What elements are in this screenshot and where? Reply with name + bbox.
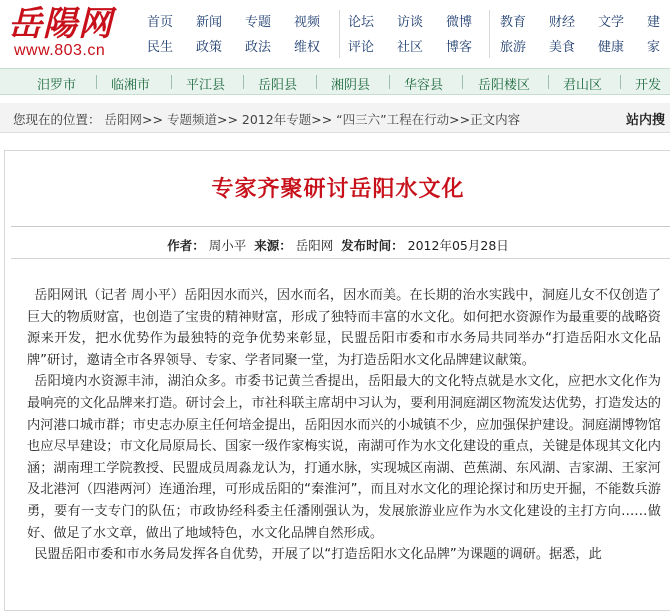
nav-item-special[interactable]: 专题: [245, 15, 272, 30]
nav-item-rights[interactable]: 维权: [294, 40, 321, 55]
author-name: 周小平: [208, 238, 247, 253]
site-search-label[interactable]: 站内搜: [626, 113, 666, 128]
nav-item-weibo[interactable]: 微博: [446, 15, 473, 30]
region-divider: [620, 75, 621, 89]
breadcrumb-link-2012[interactable]: 2012年专题: [241, 112, 312, 127]
breadcrumb-link-channel[interactable]: 专题频道: [166, 112, 217, 127]
publish-date: 2012年05月28日: [407, 238, 509, 253]
breadcrumb-separator: >>: [216, 112, 238, 127]
region-divider: [96, 75, 97, 89]
breadcrumb: [13, 110, 520, 128]
region-divider: [462, 75, 463, 89]
nav-item-video[interactable]: 视频: [294, 15, 321, 30]
region-divider: [389, 75, 390, 89]
breadcrumb-prefix: 您现在的位置：: [13, 112, 101, 127]
breadcrumb-link-topic[interactable]: “四三六”工程在行动: [336, 112, 450, 127]
region-divider: [316, 75, 317, 89]
region-nav: [0, 68, 670, 95]
meta-divider: [11, 258, 670, 259]
nav-item-home-more[interactable]: 家: [647, 40, 661, 55]
nav-item-blog[interactable]: 博客: [446, 40, 473, 55]
nav-item-interview[interactable]: 访谈: [397, 15, 424, 30]
nav-item-literature[interactable]: 文学: [598, 15, 625, 30]
article-panel: [4, 150, 670, 611]
article-paragraph: 民盟岳阳市委和市水务局发挥各自优势，开展了以“打造岳阳水文化品牌”为课题的调研。据悉，此: [34, 547, 602, 563]
logo-url: www.803.cn: [14, 42, 106, 59]
logo-text: 岳陽网: [8, 4, 113, 44]
breadcrumb-current: 正文内容: [470, 112, 521, 127]
region-yueyanglou[interactable]: 岳阳楼区: [478, 78, 531, 93]
nav-item-news[interactable]: 新闻: [196, 15, 223, 30]
nav-item-education[interactable]: 教育: [500, 15, 527, 30]
article-paragraph: 岳阳网讯（记者 周小平）岳阳因水而兴，因水而名，因水而美。在长期的治水实践中，洞庭儿女不仅创造了巨大的物质财富，也创造了宝贵的精神财富，形成了独特而丰富的水文化。如何把水资源作为最重要的战略资源来开发，把水优势作为最独特的竞争优势来彰显，民盟岳阳市委和市水务局共同举办“打造岳阳水文化品牌”研讨，邀请全市各界领导、专家、学者同聚一堂，为打造岳阳水文化品牌建议献策。: [27, 288, 661, 368]
site-header: [0, 0, 670, 66]
breadcrumb-separator: >>: [311, 112, 333, 127]
region-divider: [243, 75, 244, 89]
nav-item-community[interactable]: 社区: [397, 40, 424, 55]
nav-item-food[interactable]: 美食: [549, 40, 576, 55]
nav-item-law[interactable]: 政法: [245, 40, 272, 55]
nav-divider: [339, 10, 340, 58]
region-junshan[interactable]: 君山区: [563, 78, 603, 93]
breadcrumb-separator: >>: [449, 112, 471, 127]
source-name: 岳阳网: [295, 238, 334, 253]
breadcrumb-link-home[interactable]: 岳阳网: [104, 112, 143, 127]
region-xiangyin[interactable]: 湘阴县: [331, 78, 371, 93]
nav-item-policy[interactable]: 政策: [196, 40, 223, 55]
breadcrumb-bar: [0, 103, 670, 133]
article-paragraph: 岳阳境内水资源丰沛，湖泊众多。市委书记黄兰香提出，岳阳最大的文化特点就是水文化，应把水文化作为最响亮的文化品牌来打造。研讨会上，市社科联主席胡中习认为，要利用洞庭湖区物流发达优势，打造发达的内河港口城市群；市史志办原主任何培金提出，岳阳因水而兴的小城镇不少，应加强保护建设。洞庭湖博物馆也应尽早建设；市文化局原局长、国家一级作家梅实说，南湖可作为水文化建设的重点，关键是体现其文化内涵；湖南理工学院教授、民盟成员周淼龙认为，打通水脉，实现城区南湖、芭蕉湖、东风湖、吉家湖、王家河及北港河（四港两河）连通治理，可形成岳阳的“秦淮河”，而且对水文化的理论探讨和历史开掘，不能数兵游勇，要有一支专门的队伍；市政协经科委主任潘刚强认为，发展旅游业应作为水文化建设的主打方向……做好、做足了水文章，做出了地域特色，水文化品牌自然形成。: [27, 374, 661, 541]
nav-item-home[interactable]: 首页: [147, 15, 174, 30]
nav-item-health[interactable]: 健康: [598, 40, 625, 55]
nav-item-comment[interactable]: 评论: [348, 40, 375, 55]
nav-item-forum[interactable]: 论坛: [348, 15, 375, 30]
region-yueyang[interactable]: 岳阳县: [258, 78, 298, 93]
site-logo[interactable]: [8, 4, 133, 62]
author-label: 作者：: [167, 238, 205, 253]
source-label: 来源：: [254, 238, 292, 253]
article-meta: [5, 236, 670, 254]
nav-divider: [489, 10, 490, 58]
article-body: [27, 285, 661, 566]
region-pingjiang[interactable]: 平江县: [186, 78, 226, 93]
nav-item-minsheng[interactable]: 民生: [147, 40, 174, 55]
region-divider: [548, 75, 549, 89]
region-linxiang[interactable]: 临湘市: [111, 78, 151, 93]
region-kaifa[interactable]: 开发: [635, 78, 662, 93]
title-divider: [11, 226, 670, 227]
article-title: 专家齐聚研讨岳阳水文化: [211, 176, 465, 202]
breadcrumb-separator: >>: [142, 112, 163, 127]
nav-item-finance[interactable]: 财经: [549, 15, 576, 30]
nav-item-build[interactable]: 建: [647, 15, 661, 30]
region-divider: [171, 75, 172, 89]
region-huarong[interactable]: 华容县: [404, 78, 444, 93]
nav-item-travel[interactable]: 旅游: [500, 40, 527, 55]
date-label: 发布时间：: [341, 238, 404, 253]
region-miluo[interactable]: 汨罗市: [37, 78, 77, 93]
